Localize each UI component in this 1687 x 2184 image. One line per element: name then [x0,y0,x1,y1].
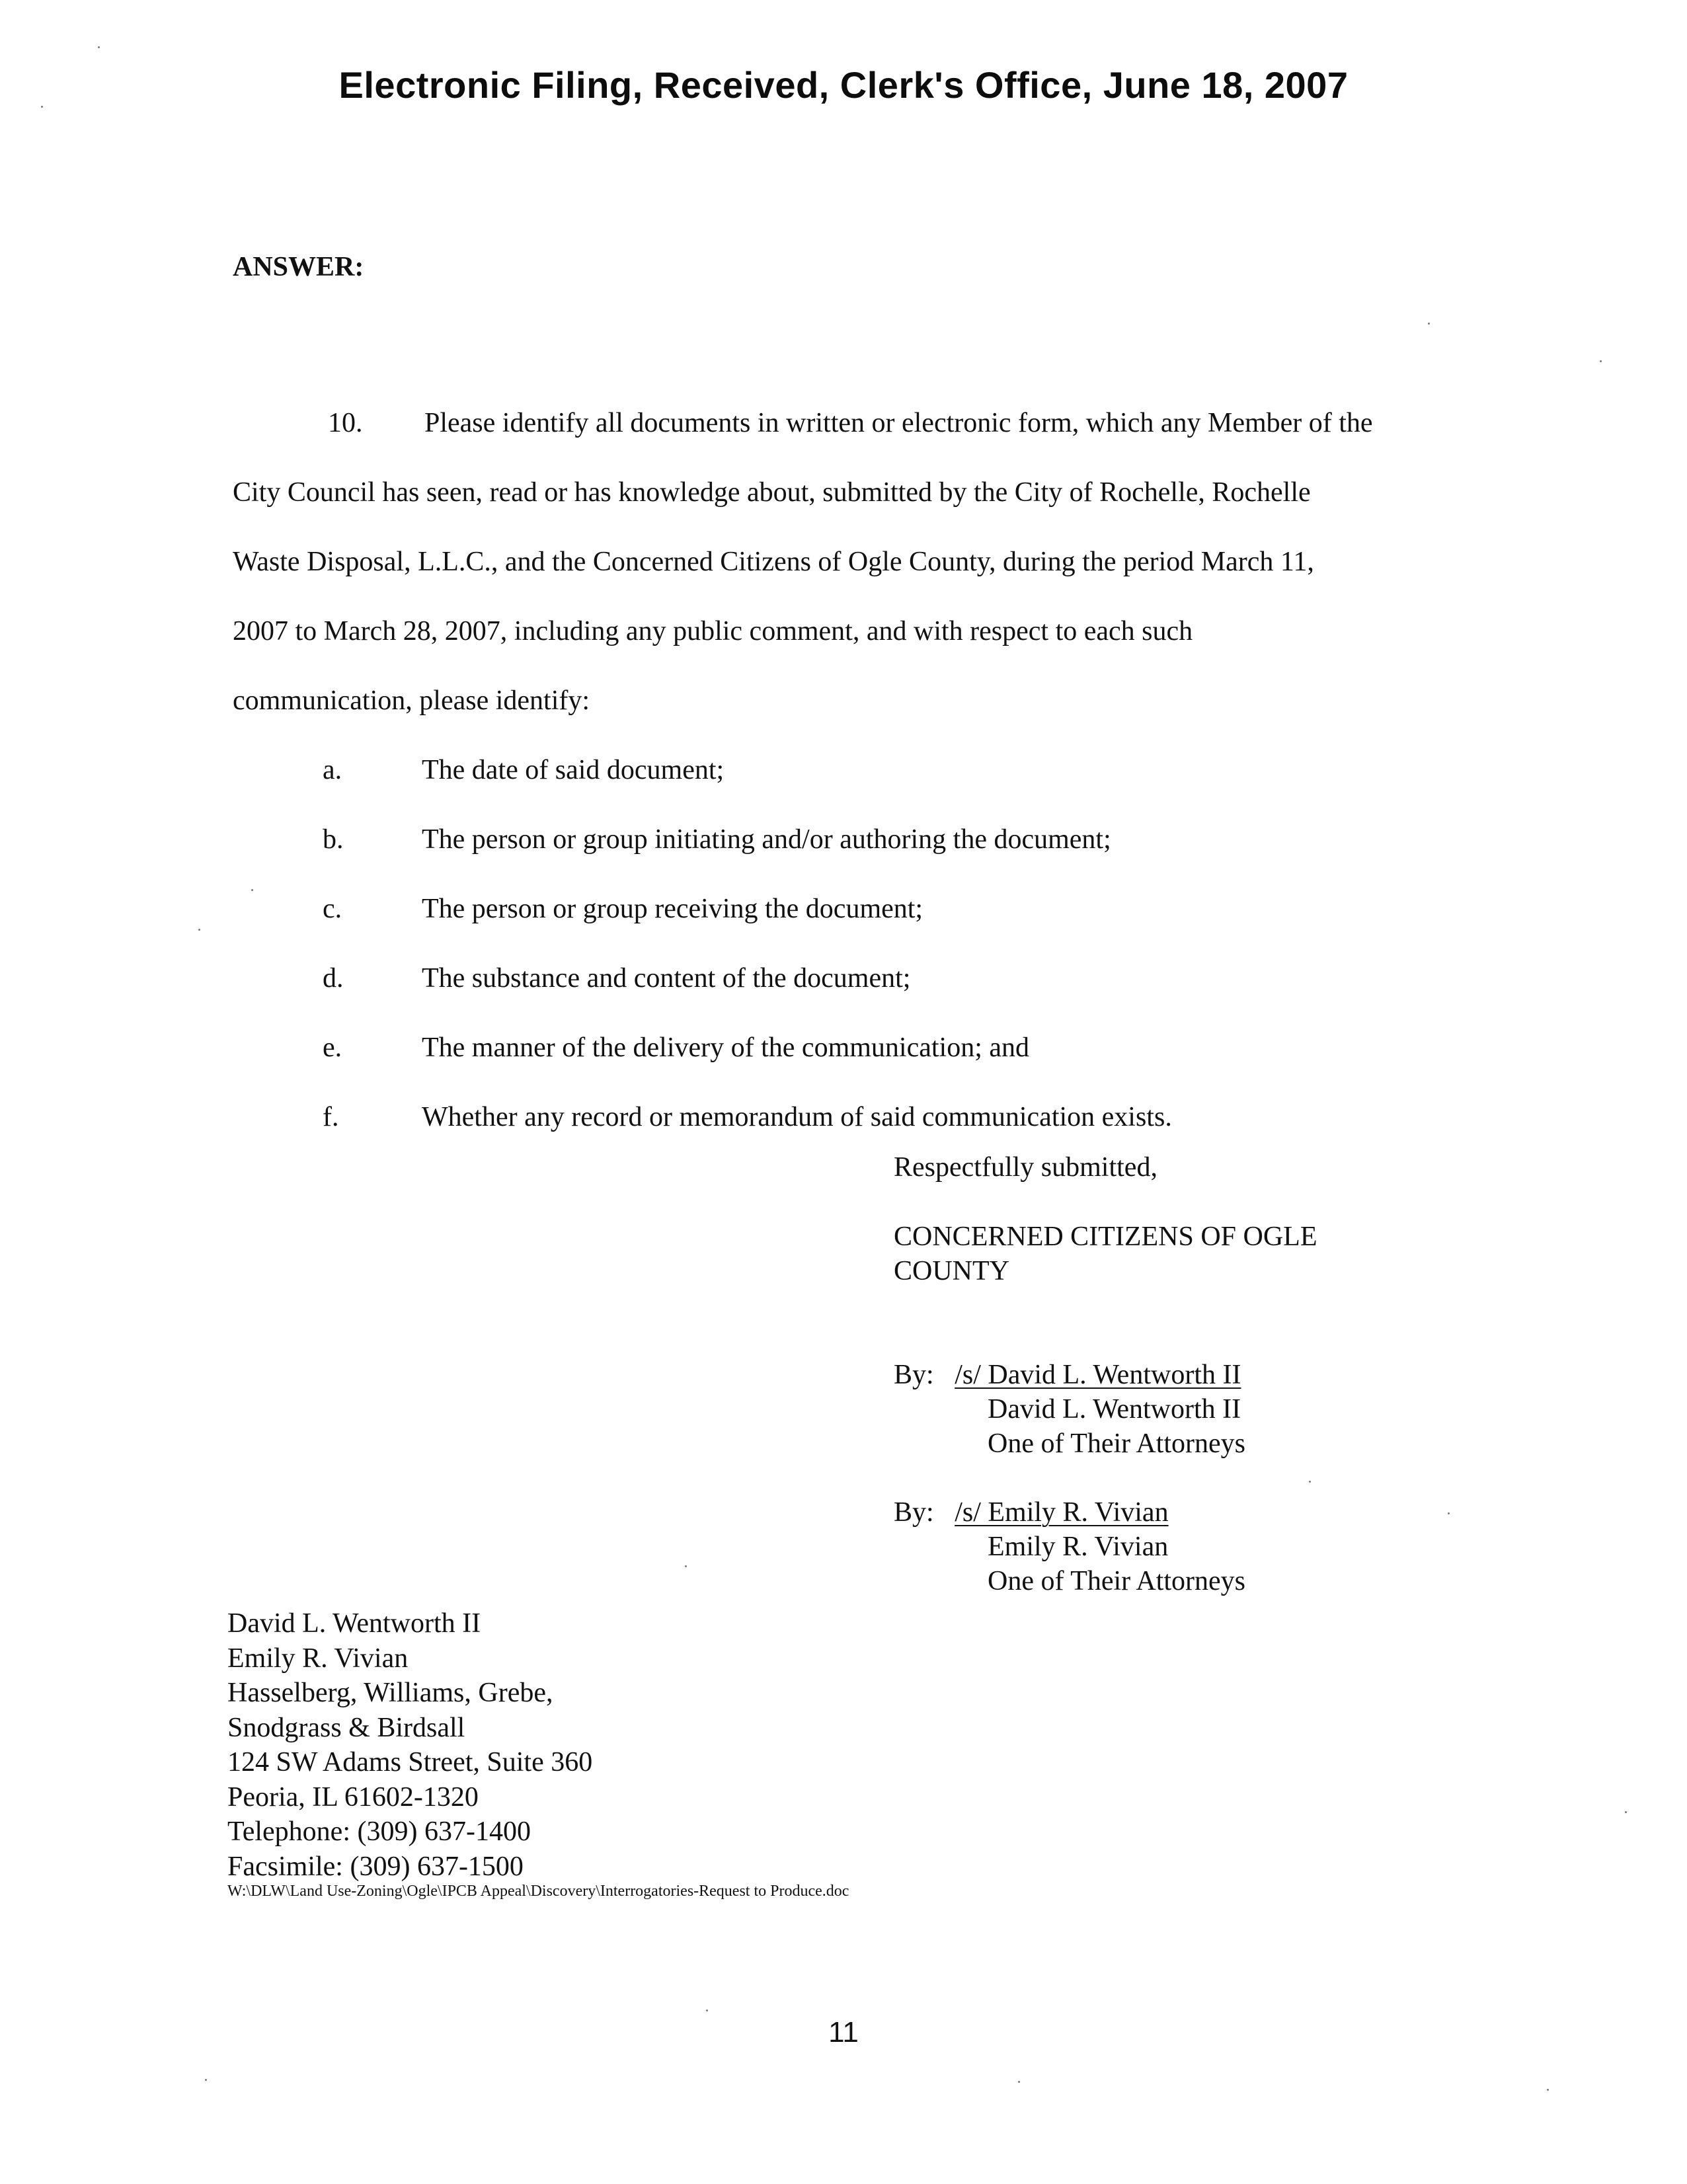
signer-name: Emily R. Vivian [988,1532,1169,1562]
item-text: The substance and content of the document; [422,963,911,994]
item-text: The manner of the delivery of the communication; and [422,1033,1030,1063]
filing-stamp: Electronic Filing, Received, Clerk's Office, June 18, 2007 [338,64,1349,106]
question-line: City Council has seen, read or has knowledge about, submitted by the City of Rochelle, Rochelle [233,477,1311,508]
signature-block [894,1495,1423,1598]
item-letter: d. [323,963,344,994]
question-line: Please identify all documents in written or electronic form, which any Member of the [424,408,1373,438]
scan-speck [1625,1811,1627,1813]
question-line: Waste Disposal, L.L.C., and the Concerned Citizens of Ogle County, during the period March 11, [233,547,1314,577]
item-letter: f. [323,1102,339,1132]
closing-phrase: Respectfully submitted, [894,1152,1157,1183]
item-text: The person or group initiating and/or authoring the document; [422,824,1111,855]
question-line: 2007 to March 28, 2007, including any public comment, and with respect to each such [233,616,1193,646]
address-line: Facsimile: (309) 637-1500 [227,1851,524,1882]
item-letter: b. [323,824,344,855]
signature-section [894,1150,1423,1633]
scan-speck [1428,323,1430,325]
signature-row [894,1358,1423,1392]
question-paragraph [233,389,1475,736]
scan-speck [205,2079,207,2081]
item-text: The date of said document; [422,755,725,785]
scan-speck [41,106,43,108]
scan-speck [1018,2081,1020,2083]
address-line: 124 SW Adams Street, Suite 360 [227,1747,593,1777]
signer-role: One of Their Attorneys [988,1428,1245,1459]
signature-block [894,1358,1423,1461]
signer-role: One of Their Attorneys [988,1566,1245,1596]
item-text: The person or group receiving the document; [422,894,923,924]
org-name-line: COUNTY [894,1256,1009,1286]
scan-speck [685,1565,687,1567]
scan-speck [98,46,100,48]
signer-name: David L. Wentworth II [988,1394,1241,1424]
scan-speck [1600,360,1602,362]
scan-speck [198,929,200,931]
file-path-footer: W:\DLW\Land Use-Zoning\Ogle\IPCB Appeal\Discovery\Interrogatories-Request to Produce.doc [227,1883,849,1900]
org-name-line: CONCERNED CITIZENS OF OGLE [894,1222,1317,1252]
electronic-signature: /s/ David L. Wentworth II [955,1360,1241,1390]
item-text: Whether any record or memorandum of said communication exists. [422,1102,1172,1132]
client-organization [894,1220,1423,1288]
by-label: By: [894,1360,934,1390]
scan-speck [1448,1512,1450,1514]
by-label: By: [894,1497,934,1528]
address-line: Peoria, IL 61602-1320 [227,1781,479,1813]
item-letter: a. [323,755,342,785]
question-line: communication, please identify: [233,685,590,716]
item-letter: c. [323,894,342,924]
answer-heading: ANSWER: [233,252,364,282]
page-number: 11 [828,2016,859,2048]
address-line: Emily R. Vivian [227,1643,409,1674]
address-line: Hasselberg, Williams, Grebe, [227,1678,553,1708]
attorney-address-block [227,1606,592,1884]
scan-speck [251,889,253,891]
scan-speck [1547,2089,1549,2091]
address-line: Snodgrass & Birdsall [227,1712,465,1743]
electronic-signature: /s/ Emily R. Vivian [955,1497,1169,1528]
address-line: Telephone: (309) 637-1400 [227,1816,531,1847]
scan-speck [706,2009,708,2011]
question-number: 10. [328,408,363,438]
scan-speck [1309,1481,1311,1483]
signature-row [894,1495,1423,1530]
address-line: David L. Wentworth II [227,1608,481,1639]
item-letter: e. [323,1033,342,1063]
